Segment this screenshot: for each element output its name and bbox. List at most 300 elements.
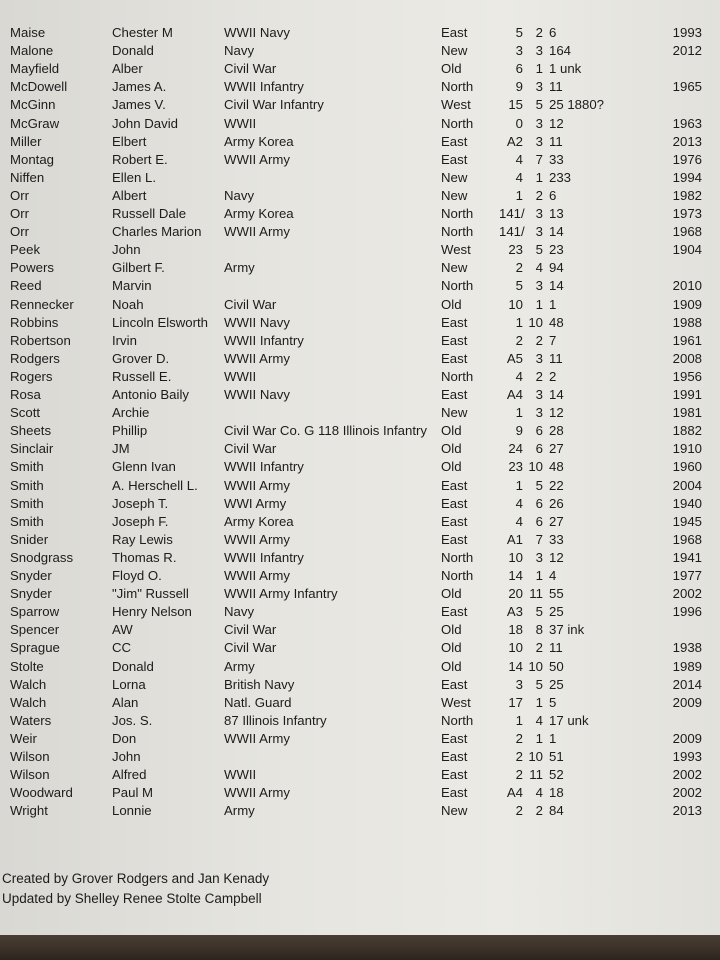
row-number: 3 bbox=[535, 224, 543, 240]
first-name: Alber bbox=[112, 61, 143, 77]
last-name: Orr bbox=[10, 224, 30, 240]
record-row bbox=[0, 43, 720, 59]
row-number: 4 bbox=[535, 785, 543, 801]
first-name: Ray Lewis bbox=[112, 531, 173, 547]
service-branch: WWII Army bbox=[224, 531, 290, 547]
cemetery-section: East bbox=[441, 133, 468, 149]
grave-number: 48 bbox=[549, 459, 564, 475]
burial-year: 1993 bbox=[672, 25, 702, 40]
record-row bbox=[0, 387, 720, 403]
last-name: Robbins bbox=[10, 314, 59, 330]
record-row bbox=[0, 550, 720, 566]
first-name: Robert E. bbox=[112, 151, 168, 167]
row-number: 3 bbox=[535, 115, 543, 131]
burial-year: 2002 bbox=[672, 767, 702, 783]
burial-year: 1938 bbox=[672, 640, 702, 656]
grave-number: 22 bbox=[549, 477, 564, 493]
grave-number: 14 bbox=[549, 278, 564, 294]
last-name: Spencer bbox=[10, 622, 60, 638]
service-branch: WWII Army Infantry bbox=[224, 586, 338, 602]
cemetery-section: East bbox=[441, 350, 468, 366]
record-row bbox=[0, 61, 720, 77]
cemetery-section: North bbox=[441, 206, 474, 221]
first-name: A. Herschell L. bbox=[112, 477, 198, 493]
last-name: Waters bbox=[10, 712, 52, 728]
first-name: Floyd O. bbox=[112, 568, 162, 583]
row-number: 2 bbox=[535, 803, 543, 819]
service-branch: Civil War Infantry bbox=[224, 97, 324, 113]
last-name: Walch bbox=[10, 676, 47, 692]
grave-number: 28 bbox=[549, 423, 564, 439]
row-number: 2 bbox=[535, 368, 543, 384]
service-branch: WWII Army bbox=[224, 350, 290, 366]
service-branch: Natl. Guard bbox=[224, 694, 292, 710]
row-number: 2 bbox=[535, 187, 543, 203]
burial-year: 2013 bbox=[672, 133, 702, 149]
row-number: 5 bbox=[535, 97, 543, 113]
record-row bbox=[0, 333, 720, 349]
cemetery-section: North bbox=[441, 115, 474, 131]
grave-number: 11 bbox=[549, 640, 563, 656]
updated-by-line: Updated by Shelley Renee Stolte Campbell bbox=[2, 891, 262, 906]
service-branch: Army bbox=[224, 803, 255, 819]
row-number: 2 bbox=[535, 25, 543, 40]
service-branch: WWII Army bbox=[224, 477, 290, 493]
burial-year: 2004 bbox=[672, 477, 702, 493]
record-row bbox=[0, 260, 720, 276]
record-row bbox=[0, 695, 720, 711]
service-branch: WWII Navy bbox=[224, 314, 290, 330]
lot-number: 2 bbox=[515, 730, 523, 746]
service-branch: WWII Army bbox=[224, 151, 290, 167]
cemetery-section: West bbox=[441, 242, 471, 258]
last-name: Wright bbox=[10, 803, 48, 819]
cemetery-section: East bbox=[441, 785, 468, 801]
service-branch: WWII Army bbox=[224, 785, 290, 801]
first-name: Lincoln Elsworth bbox=[112, 314, 209, 330]
lot-number: A4 bbox=[506, 387, 523, 402]
row-number: 1 bbox=[535, 568, 543, 583]
burial-year: 2009 bbox=[672, 730, 702, 746]
lot-number: 141/ bbox=[499, 206, 525, 221]
lot-number: 10 bbox=[508, 296, 523, 312]
burial-year: 1989 bbox=[672, 658, 702, 674]
service-branch: WWII Navy bbox=[224, 387, 290, 402]
lot-number: 1 bbox=[515, 712, 523, 728]
grave-number: 1 bbox=[549, 730, 557, 746]
row-number: 7 bbox=[535, 151, 543, 167]
last-name: Scott bbox=[10, 405, 41, 421]
grave-number: 6 bbox=[549, 25, 557, 40]
last-name: Walch bbox=[10, 694, 47, 710]
first-name: Thomas R. bbox=[112, 549, 177, 565]
row-number: 5 bbox=[535, 604, 543, 620]
row-number: 11 bbox=[529, 767, 543, 783]
row-number: 6 bbox=[535, 441, 543, 457]
last-name: Sinclair bbox=[10, 441, 54, 457]
record-row bbox=[0, 441, 720, 457]
first-name: Don bbox=[112, 730, 137, 746]
service-branch: WWII Army bbox=[224, 730, 290, 746]
cemetery-section: New bbox=[441, 187, 468, 203]
row-number: 3 bbox=[535, 133, 543, 149]
lot-number: 5 bbox=[515, 25, 523, 40]
burial-year: 1963 bbox=[672, 115, 702, 131]
last-name: Rodgers bbox=[10, 350, 60, 366]
burial-year: 1965 bbox=[672, 79, 702, 95]
record-row bbox=[0, 25, 720, 41]
first-name: Donald bbox=[112, 658, 154, 674]
record-row bbox=[0, 677, 720, 693]
record-row bbox=[0, 315, 720, 331]
last-name: Snyder bbox=[10, 586, 52, 602]
record-row bbox=[0, 514, 720, 530]
last-name: Niffen bbox=[10, 169, 45, 185]
last-name: Orr bbox=[10, 206, 30, 221]
record-row bbox=[0, 278, 720, 294]
cemetery-section: East bbox=[441, 477, 468, 493]
record-row bbox=[0, 116, 720, 132]
row-number: 10 bbox=[528, 749, 543, 764]
created-by-line: Created by Grover Rodgers and Jan Kenady bbox=[2, 871, 270, 886]
row-number: 6 bbox=[535, 495, 543, 511]
row-number: 3 bbox=[535, 350, 543, 366]
record-row bbox=[0, 224, 720, 240]
record-row bbox=[0, 297, 720, 313]
cemetery-section: East bbox=[441, 767, 468, 783]
burial-year: 2012 bbox=[672, 43, 702, 59]
record-row bbox=[0, 785, 720, 801]
grave-number: 11 bbox=[549, 133, 563, 149]
grave-number: 23 bbox=[549, 242, 564, 258]
first-name: Grover D. bbox=[112, 350, 170, 366]
lot-number: 9 bbox=[515, 423, 523, 439]
record-row bbox=[0, 478, 720, 494]
burial-year: 2008 bbox=[672, 350, 702, 366]
burial-year: 1910 bbox=[672, 441, 702, 457]
cemetery-section: East bbox=[441, 387, 468, 402]
first-name: AW bbox=[112, 622, 133, 638]
grave-number: 4 bbox=[549, 568, 557, 583]
row-number: 2 bbox=[535, 640, 543, 656]
grave-number: 17 unk bbox=[549, 712, 589, 728]
lot-number: 4 bbox=[515, 151, 523, 167]
record-row bbox=[0, 97, 720, 113]
first-name: Glenn Ivan bbox=[112, 459, 176, 475]
last-name: Powers bbox=[10, 260, 54, 276]
record-row bbox=[0, 206, 720, 222]
lot-number: 3 bbox=[515, 43, 523, 59]
cemetery-section: East bbox=[441, 730, 468, 746]
row-number: 1 bbox=[535, 296, 543, 312]
lot-number: 141/ bbox=[499, 224, 525, 240]
last-name: Rennecker bbox=[10, 296, 74, 312]
last-name: Stolte bbox=[10, 658, 44, 674]
first-name: Alfred bbox=[112, 767, 147, 783]
service-branch: Civil War bbox=[224, 61, 277, 77]
last-name: Smith bbox=[10, 459, 44, 475]
row-number: 3 bbox=[535, 206, 543, 221]
last-name: Peek bbox=[10, 242, 41, 258]
row-number: 3 bbox=[535, 79, 543, 95]
record-row bbox=[0, 803, 720, 819]
cemetery-section: Old bbox=[441, 61, 462, 77]
row-number: 1 bbox=[535, 169, 543, 185]
record-row bbox=[0, 604, 720, 620]
cemetery-section: Old bbox=[441, 441, 462, 457]
service-branch: WWII bbox=[224, 767, 257, 783]
table-surface bbox=[0, 935, 720, 960]
grave-number: 13 bbox=[549, 206, 564, 221]
burial-year: 1960 bbox=[672, 459, 702, 475]
last-name: Sheets bbox=[10, 423, 52, 439]
first-name: Russell E. bbox=[112, 368, 172, 384]
first-name: Donald bbox=[112, 43, 154, 59]
record-row bbox=[0, 731, 720, 747]
grave-number: 33 bbox=[549, 531, 564, 547]
first-name: Archie bbox=[112, 405, 150, 421]
burial-year: 1993 bbox=[672, 749, 702, 764]
burial-year: 2002 bbox=[672, 586, 702, 602]
cemetery-section: East bbox=[441, 25, 468, 40]
burial-year: 2010 bbox=[672, 278, 702, 294]
lot-number: 1 bbox=[515, 477, 523, 493]
last-name: Woodward bbox=[10, 785, 73, 801]
grave-number: 27 bbox=[549, 441, 564, 457]
first-name: JM bbox=[112, 441, 130, 457]
lot-number: 4 bbox=[515, 495, 523, 511]
last-name: Snider bbox=[10, 531, 49, 547]
record-row bbox=[0, 351, 720, 367]
cemetery-section: Old bbox=[441, 622, 462, 638]
cemetery-section: East bbox=[441, 531, 468, 547]
first-name: James V. bbox=[112, 97, 166, 113]
cemetery-section: New bbox=[441, 43, 468, 59]
service-branch: Navy bbox=[224, 604, 255, 620]
row-number: 1 bbox=[535, 61, 543, 77]
burial-year: 2014 bbox=[672, 676, 702, 692]
lot-number: 2 bbox=[515, 767, 523, 783]
record-row bbox=[0, 152, 720, 168]
lot-number: 4 bbox=[515, 169, 523, 185]
cemetery-section: New bbox=[441, 405, 468, 421]
grave-number: 25 bbox=[549, 604, 564, 620]
cemetery-section: North bbox=[441, 549, 474, 565]
service-branch: Civil War Co. G 118 Illinois Infantry bbox=[224, 423, 428, 439]
last-name: Reed bbox=[10, 278, 42, 294]
lot-number: A5 bbox=[506, 350, 523, 366]
record-row bbox=[0, 586, 720, 602]
first-name: "Jim" Russell bbox=[112, 586, 189, 602]
row-number: 7 bbox=[535, 531, 543, 547]
row-number: 4 bbox=[535, 712, 543, 728]
record-row bbox=[0, 749, 720, 765]
burial-year: 2002 bbox=[672, 785, 702, 801]
service-branch: Army Korea bbox=[224, 513, 294, 529]
last-name: Snodgrass bbox=[10, 549, 74, 565]
row-number: 8 bbox=[535, 622, 543, 638]
last-name: Wilson bbox=[10, 767, 50, 783]
last-name: Miller bbox=[10, 133, 42, 149]
row-number: 1 bbox=[535, 730, 543, 746]
first-name: Antonio Baily bbox=[112, 387, 189, 402]
cemetery-section: North bbox=[441, 368, 474, 384]
service-branch: WWII Army bbox=[224, 224, 290, 240]
record-row bbox=[0, 188, 720, 204]
service-branch: WWII Army bbox=[224, 568, 290, 583]
cemetery-section: East bbox=[441, 604, 468, 620]
service-branch: Civil War bbox=[224, 441, 277, 457]
service-branch: WWII Infantry bbox=[224, 79, 304, 95]
last-name: Smith bbox=[10, 477, 44, 493]
burial-year: 1973 bbox=[672, 206, 702, 221]
row-number: 5 bbox=[535, 242, 543, 258]
service-branch: Navy bbox=[224, 187, 255, 203]
first-name: Lorna bbox=[112, 676, 146, 692]
burial-year: 1996 bbox=[672, 604, 702, 620]
last-name: Smith bbox=[10, 513, 44, 529]
grave-number: 48 bbox=[549, 314, 564, 330]
burial-year: 1977 bbox=[672, 568, 702, 583]
row-number: 4 bbox=[535, 260, 543, 276]
grave-number: 11 bbox=[549, 350, 563, 366]
cemetery-section: Old bbox=[441, 296, 462, 312]
grave-number: 233 bbox=[549, 169, 572, 185]
last-name: Sprague bbox=[10, 640, 60, 656]
burial-year: 1968 bbox=[672, 531, 702, 547]
grave-number: 50 bbox=[549, 658, 564, 674]
first-name: Ellen L. bbox=[112, 169, 156, 185]
grave-number: 5 bbox=[549, 694, 557, 710]
first-name: John David bbox=[112, 115, 178, 131]
burial-year: 1882 bbox=[672, 423, 702, 439]
burial-year: 1982 bbox=[672, 187, 702, 203]
grave-number: 2 bbox=[549, 368, 557, 384]
record-row bbox=[0, 640, 720, 656]
last-name: McDowell bbox=[10, 79, 68, 95]
cemetery-section: North bbox=[441, 79, 474, 95]
row-number: 10 bbox=[528, 314, 543, 330]
cemetery-section: East bbox=[441, 314, 468, 330]
lot-number: 2 bbox=[515, 803, 523, 819]
grave-number: 12 bbox=[549, 405, 564, 421]
service-branch: WWII Infantry bbox=[224, 332, 304, 348]
last-name: Malone bbox=[10, 43, 54, 59]
lot-number: 10 bbox=[508, 640, 523, 656]
cemetery-section: East bbox=[441, 749, 468, 764]
record-row bbox=[0, 134, 720, 150]
grave-number: 52 bbox=[549, 767, 564, 783]
first-name: CC bbox=[112, 640, 132, 656]
cemetery-section: North bbox=[441, 278, 474, 294]
first-name: Russell Dale bbox=[112, 206, 187, 221]
grave-number: 14 bbox=[549, 224, 564, 240]
burial-year: 2009 bbox=[672, 694, 702, 710]
record-row bbox=[0, 496, 720, 512]
cemetery-section: Old bbox=[441, 423, 462, 439]
lot-number: 20 bbox=[508, 586, 523, 602]
grave-number: 1 bbox=[549, 296, 557, 312]
row-number: 3 bbox=[535, 387, 543, 402]
grave-number: 6 bbox=[549, 187, 557, 203]
row-number: 5 bbox=[535, 676, 543, 692]
grave-number: 1 unk bbox=[549, 61, 582, 77]
cemetery-section: North bbox=[441, 712, 474, 728]
last-name: Montag bbox=[10, 151, 54, 167]
cemetery-section: East bbox=[441, 513, 468, 529]
burial-year: 1909 bbox=[672, 296, 702, 312]
cemetery-section: East bbox=[441, 332, 468, 348]
row-number: 3 bbox=[535, 405, 543, 421]
grave-number: 55 bbox=[549, 586, 564, 602]
lot-number: A1 bbox=[506, 531, 523, 547]
last-name: Orr bbox=[10, 187, 30, 203]
last-name: McGraw bbox=[10, 115, 60, 131]
row-number: 1 bbox=[535, 694, 543, 710]
cemetery-section: East bbox=[441, 495, 468, 511]
grave-number: 12 bbox=[549, 549, 564, 565]
record-row bbox=[0, 405, 720, 421]
burial-year: 1956 bbox=[672, 368, 702, 384]
service-branch: British Navy bbox=[224, 676, 295, 692]
row-number: 5 bbox=[535, 477, 543, 493]
last-name: Snyder bbox=[10, 568, 52, 583]
row-number: 6 bbox=[535, 513, 543, 529]
row-number: 3 bbox=[535, 278, 543, 294]
service-branch: Civil War bbox=[224, 622, 277, 638]
service-branch: WWII bbox=[224, 115, 257, 131]
first-name: Jos. S. bbox=[112, 712, 153, 728]
row-number: 10 bbox=[528, 658, 543, 674]
last-name: Rogers bbox=[10, 368, 53, 384]
lot-number: 2 bbox=[515, 749, 523, 764]
grave-number: 84 bbox=[549, 803, 564, 819]
burial-year: 1941 bbox=[672, 549, 702, 565]
burial-year: 1968 bbox=[672, 224, 702, 240]
record-row bbox=[0, 622, 720, 638]
last-name: Wilson bbox=[10, 749, 50, 764]
cemetery-section: Old bbox=[441, 640, 462, 656]
cemetery-section: East bbox=[441, 676, 468, 692]
cemetery-section: West bbox=[441, 97, 471, 113]
lot-number: A2 bbox=[506, 133, 523, 149]
grave-number: 164 bbox=[549, 43, 572, 59]
lot-number: 9 bbox=[515, 79, 523, 95]
last-name: Sparrow bbox=[10, 604, 60, 620]
lot-number: 18 bbox=[508, 622, 523, 638]
first-name: Phillip bbox=[112, 423, 148, 439]
grave-number: 94 bbox=[549, 260, 564, 276]
lot-number: 15 bbox=[508, 97, 523, 113]
service-branch: Civil War bbox=[224, 296, 277, 312]
cemetery-section: East bbox=[441, 151, 468, 167]
burial-year: 1991 bbox=[672, 387, 702, 402]
record-row bbox=[0, 713, 720, 729]
first-name: John bbox=[112, 242, 141, 258]
service-branch: WWII Navy bbox=[224, 25, 290, 40]
burial-year: 1945 bbox=[672, 513, 702, 529]
grave-number: 51 bbox=[549, 749, 564, 764]
lot-number: 5 bbox=[515, 278, 523, 294]
lot-number: 23 bbox=[508, 459, 523, 475]
service-branch: Civil War bbox=[224, 640, 277, 656]
service-branch: WWII Infantry bbox=[224, 459, 304, 475]
record-row bbox=[0, 79, 720, 95]
record-row bbox=[0, 532, 720, 548]
first-name: Joseph T. bbox=[112, 495, 169, 511]
lot-number: 24 bbox=[508, 441, 523, 457]
last-name: Maise bbox=[10, 25, 46, 40]
